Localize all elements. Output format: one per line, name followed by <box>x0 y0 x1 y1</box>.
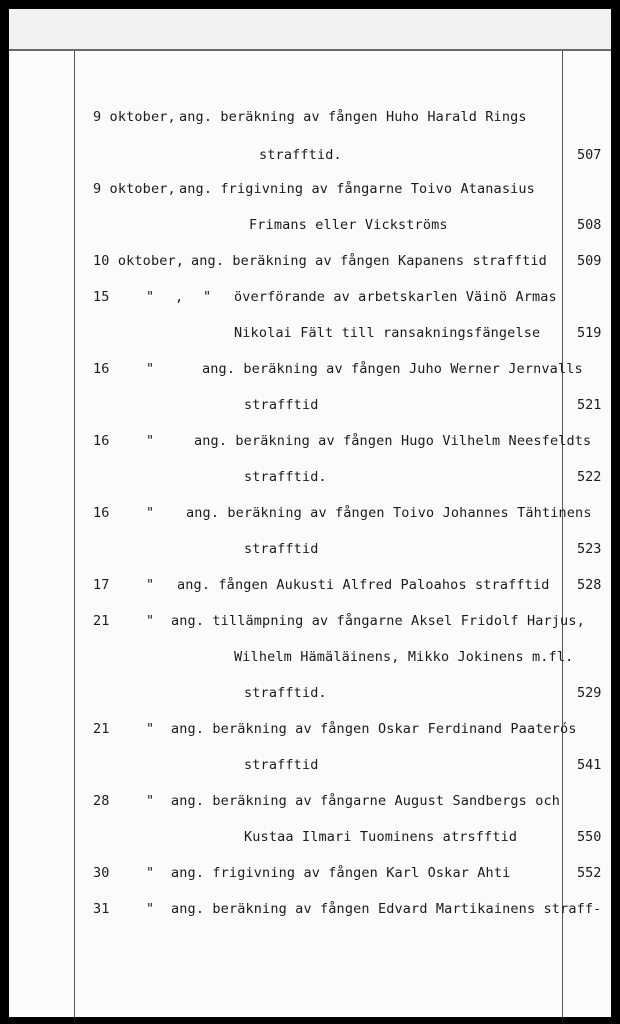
entry-text: ang. beräkning av fången Toivo Johannes Tähtinens <box>186 505 592 521</box>
ditto-mark: " <box>146 289 155 305</box>
entry-date: 17 <box>93 577 110 593</box>
page-top-band <box>9 9 611 51</box>
ditto-mark: " <box>203 289 212 305</box>
entry-text-continued: strafftid <box>244 541 319 557</box>
entry-text: ang. beräkning av fångarne August Sandbergs och <box>171 793 561 809</box>
page-number: 529 <box>577 685 602 701</box>
ditto-mark: " <box>146 901 155 917</box>
page-number: 541 <box>577 757 602 773</box>
entry-date: 16 <box>93 433 110 449</box>
entry-text: ang. beräkning av fången Huho Harald Rings <box>179 109 527 125</box>
entry-text: ang. fången Aukusti Alfred Paloahos strafftid <box>177 577 550 593</box>
ditto-mark: " <box>146 613 155 629</box>
entry-text: ang. beräkning av fången Oskar Ferdinand Paaterós <box>171 721 577 737</box>
ditto-mark: " <box>146 361 155 377</box>
ditto-comma: , <box>175 289 184 305</box>
page-number: 519 <box>577 325 602 341</box>
entry-text-continued: Wilhelm Hämäläinens, Mikko Jokinens m.fl. <box>234 649 574 665</box>
page-number: 523 <box>577 541 602 557</box>
entry-date: 9 oktober, <box>93 181 176 197</box>
entry-date: 30 <box>93 865 110 881</box>
page-number: 508 <box>577 217 602 233</box>
ledger-page <box>9 9 611 1017</box>
entry-date: 10 oktober, <box>93 253 185 269</box>
entry-text-continued: Nikolai Fält till ransakningsfängelse <box>234 325 541 341</box>
right-margin-rule <box>562 51 563 1017</box>
ditto-mark: " <box>146 577 155 593</box>
ditto-mark: " <box>146 865 155 881</box>
ditto-mark: " <box>146 721 155 737</box>
entry-text: överförande av arbetskarlen Väinö Armas <box>234 289 557 305</box>
entry-text-continued: strafftid <box>244 397 319 413</box>
entry-date: 9 oktober, <box>93 109 176 125</box>
entry-date: 21 <box>93 721 110 737</box>
entry-text: ang. beräkning av fången Hugo Vilhelm Neesfeldts <box>194 433 592 449</box>
page-number: 528 <box>577 577 602 593</box>
page-number: 509 <box>577 253 602 269</box>
entry-text: ang. tillämpning av fångarne Aksel Fridolf Harjus, <box>171 613 585 629</box>
left-margin-rule <box>74 51 75 1017</box>
ditto-mark: " <box>146 505 155 521</box>
entry-text-continued: Kustaa Ilmari Tuominens atrsfftid <box>244 829 518 845</box>
page-number: 550 <box>577 829 602 845</box>
entry-text-continued: strafftid. <box>259 147 342 163</box>
entry-text: ang. beräkning av fången Kapanens strafftid <box>191 253 547 269</box>
ditto-mark: " <box>146 793 155 809</box>
entry-text-continued: Frimans eller Vickströms <box>249 217 448 233</box>
entry-text-continued: strafftid <box>244 757 319 773</box>
page-number: 521 <box>577 397 602 413</box>
ditto-mark: " <box>146 433 155 449</box>
entry-date: 31 <box>93 901 110 917</box>
entry-date: 28 <box>93 793 110 809</box>
entry-text: ang. frigivning av fången Karl Oskar Ahti <box>171 865 511 881</box>
entry-date: 15 <box>93 289 110 305</box>
page-number: 552 <box>577 865 602 881</box>
entry-text-continued: strafftid. <box>244 685 327 701</box>
entry-text: ang. beräkning av fången Edvard Martikainens straff- <box>171 901 602 917</box>
page-number: 507 <box>577 147 602 163</box>
page-number: 522 <box>577 469 602 485</box>
entry-text: ang. frigivning av fångarne Toivo Atanasius <box>179 181 535 197</box>
entry-text-continued: strafftid. <box>244 469 327 485</box>
entry-date: 21 <box>93 613 110 629</box>
entry-text: ang. beräkning av fången Juho Werner Jernvalls <box>202 361 583 377</box>
entry-date: 16 <box>93 361 110 377</box>
entry-date: 16 <box>93 505 110 521</box>
